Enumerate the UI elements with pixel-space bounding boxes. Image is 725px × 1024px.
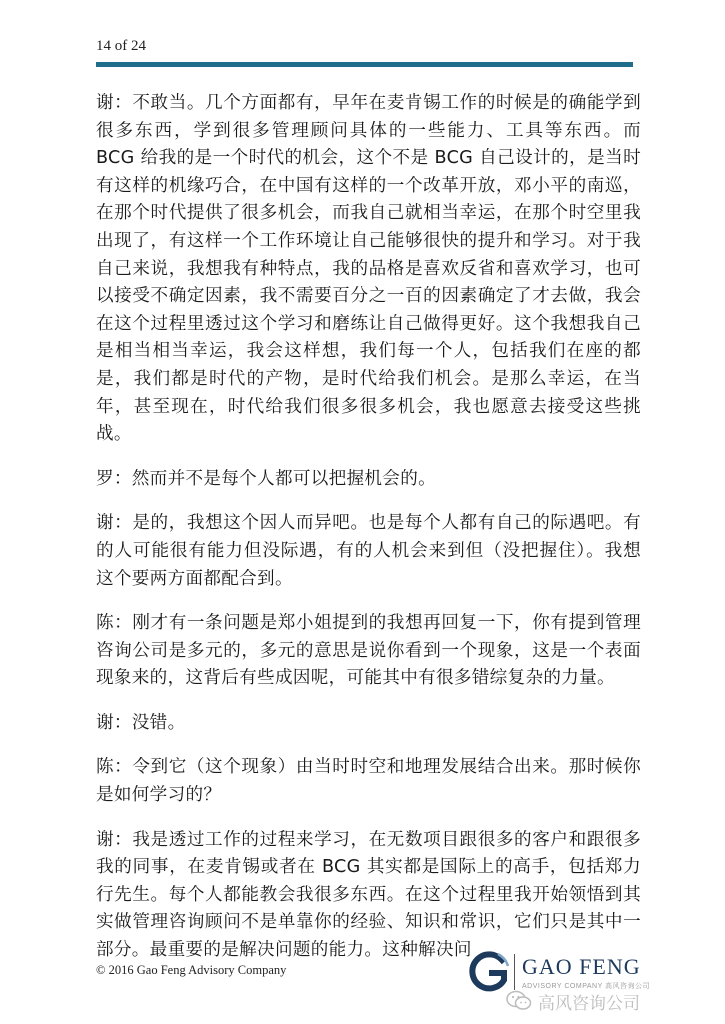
- wechat-icon: [506, 990, 532, 1012]
- paragraph: 谢：我是透过工作的过程来学习，在无数项目跟很多的客户和跟很多我的同事，在麦肯锡或者在 BCG 其实都是国际上的高手，包括郑力行先生。每个人都能教会我很多东西。在这个过程里我开始领悟到其实做管理咨询顾问不是单靠你的经验、知识和常识，它们只是其中一部分。最重要的是解决问题的能力。这种解决问: [96, 829, 641, 961]
- page-number: 14 of 24: [96, 38, 146, 54]
- paragraph: 罗：然而并不是每个人都可以把握机会的。: [96, 468, 436, 489]
- gao-feng-logo-icon: [468, 950, 510, 994]
- logo-wordmark: GAO FENG: [522, 954, 641, 979]
- paragraph: 陈：刚才有一条问题是郑小姐提到的我想再回复一下，你有提到管理咨询公司是多元的，多元的意思是说你看到一个现象，这是一个表面现象来的，这背后有些成因呢，可能其中有很多错综复杂的力量。: [96, 613, 641, 689]
- wechat-watermark: [506, 988, 640, 1014]
- paragraph: 谢：没错。: [96, 712, 186, 733]
- logo-tagline: ADVISORY COMPANY 高风咨询公司: [522, 983, 651, 990]
- paragraph: 谢：不敢当。几个方面都有，早年在麦肯锡工作的时候是的确能学到很多东西，学到很多管理顾问具体的一些能力、工具等东西。而 BCG 给我的是一个时代的机会，这个不是 BCG 自己设计的，是当时有这样的机缘巧合，在中国有这样的一个改革开放，邓小平的南巡，在那个时代提供了很多机会，而我自己就相当幸运，在那个时空里我出现了，有这样一个工作环境让自己能够很快的提升和学习。对于我自己来说，我想我有种特点，我的品格是喜欢反省和喜欢学习，也可以接受不确定因素，我不需要百分之一百的因素确定了才去做，我会在这个过程里透过这个学习和磨练让自己做得更好。这个我想我自己是相当相当幸运，我会这样想，我们每一个人，包括我们在座的都是，我们都是时代的产物，是时代给我们机会。是那么幸运，在当年，甚至现在，时代给我们很多很多机会，我也愿意去接受这些挑战。: [96, 93, 641, 445]
- paragraph: 谢：是的，我想这个因人而异吧。也是每个人都有自己的际遇吧。有的人可能很有能力但没际遇，有的人机会来到但（没把握住）。我想这个要两方面都配合到。: [96, 513, 641, 589]
- paragraph: 陈：令到它（这个现象）由当时时空和地理发展结合出来。那时候你是如何学习的？: [96, 757, 641, 806]
- copyright-notice: © 2016 Gao Feng Advisory Company: [96, 963, 287, 977]
- header-rule: [96, 62, 633, 67]
- document-body: [96, 90, 641, 982]
- logo-divider: [514, 954, 515, 990]
- watermark-text: 高风咨询公司: [538, 993, 640, 1014]
